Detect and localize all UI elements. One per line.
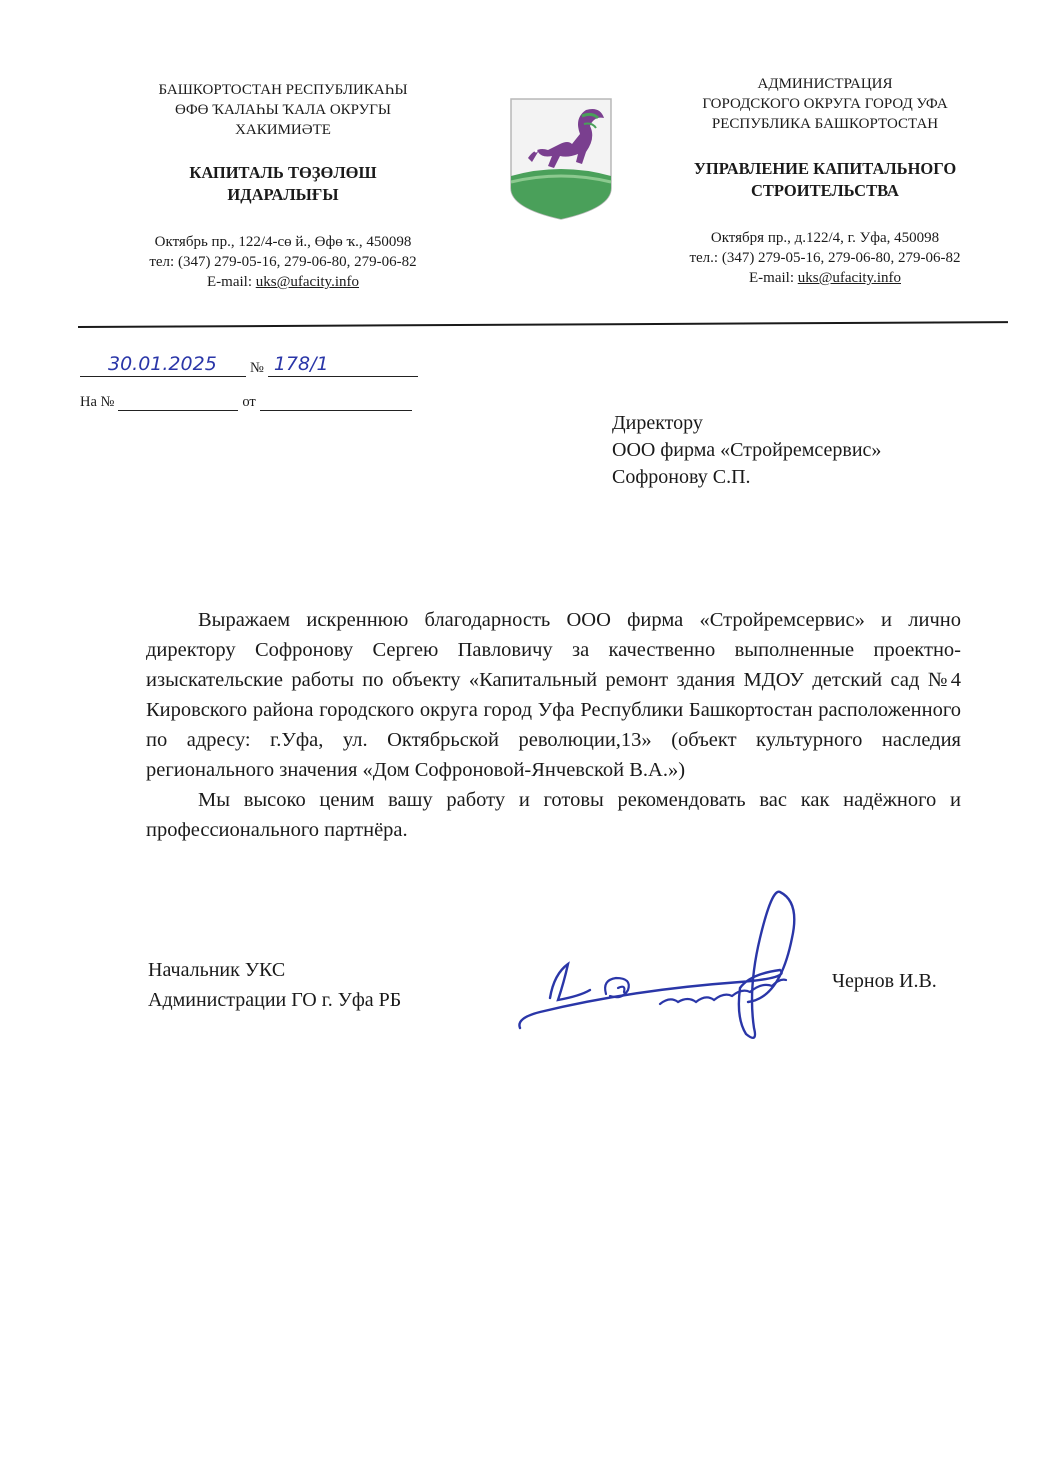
email-link[interactable]: uks@ufacity.info <box>255 274 359 290</box>
ref-label: На № <box>80 394 115 410</box>
header-left-email-line <box>118 272 448 292</box>
header-left-line1: БАШКОРТОСТАН РЕСПУБЛИКАҺЫ <box>158 82 408 98</box>
email-label: E-mail: <box>749 270 798 286</box>
header-right-title1: УПРАВЛЕНИЕ КАПИТАЛЬНОГО <box>693 159 957 178</box>
header-divider <box>78 321 1008 328</box>
header-russian <box>655 74 995 288</box>
header-left-line2: ӨФӨ ҠАЛАҺЫ ҠАЛА ОКРУГЫ <box>174 102 392 118</box>
handwritten-date: 30.01.2025 <box>108 353 217 375</box>
email-link[interactable]: uks@ufacity.info <box>797 270 901 286</box>
letter-body <box>146 605 961 845</box>
ref-number-field <box>118 394 238 411</box>
number-label: № <box>250 360 264 376</box>
header-left-title1: КАПИТАЛЬ ТӨҘӨЛӨШ <box>189 163 377 182</box>
body-paragraph-2: Мы высоко ценим вашу работу и готовы рекомендовать вас как надёжного и профессионального партнёра. <box>146 789 961 841</box>
handwritten-number: 178/1 <box>273 353 329 375</box>
handwritten-signature <box>510 878 810 1048</box>
header-right-email-line <box>655 268 995 288</box>
recipient-line3: Софронову С.П. <box>612 466 751 488</box>
header-right-title2: СТРОИТЕЛЬСТВА <box>751 181 899 200</box>
header-right-address: Октября пр., д.122/4, г. Уфа, 450098 <box>710 230 940 246</box>
recipient-block <box>612 410 881 491</box>
header-left-line3: ХАКИМИӘТЕ <box>235 122 331 138</box>
header-bashkir <box>118 80 448 292</box>
header-right-org-title <box>655 158 995 202</box>
header-left-phone: тел: (347) 279-05-16, 279-06-80, 279-06-82 <box>149 254 417 270</box>
date-field <box>80 352 246 377</box>
header-right-line3: РЕСПУБЛИКА БАШКОРТОСТАН <box>711 116 939 132</box>
header-left-address: Октябрь пр., 122/4-сө й., Өфө ҡ., 450098 <box>154 234 412 250</box>
signatory-position <box>148 955 401 1015</box>
recipient-line1: Директору <box>612 412 703 434</box>
ufa-coat-of-arms-emblem <box>508 96 614 222</box>
header-left-title2: ИДАРАЛЫҒЫ <box>227 185 339 204</box>
registration-line <box>80 352 418 378</box>
recipient-line2: ООО фирма «Стройремсервис» <box>612 439 882 461</box>
reference-line <box>80 394 412 420</box>
number-field <box>268 352 418 377</box>
body-paragraph-1: Выражаем искреннюю благодарность ООО фирма «Стройремсервис» и лично директору Софронову Сергею Павловичу за качественно выполненные проектно-изыскательские работы по объекту «Капитальный ремонт здания МДОУ детский сад №4 Кировского района городского округа город Уфа Республики Башкортостан расположенного по адресу: г.Уфа, ул. Октябрьской революции,13» (объект культурного наследия регионального значения «Дом Софроновой-Янчевской В.А.») <box>146 609 961 781</box>
header-right-phone: тел.: (347) 279-05-16, 279-06-80, 279-06-82 <box>689 250 961 266</box>
ref-date-field <box>260 394 412 411</box>
header-right-line1: АДМИНИСТРАЦИЯ <box>757 76 893 92</box>
header-left-org-title <box>118 162 448 206</box>
signatory-position-line1: Начальник УКС <box>148 959 286 981</box>
signatory-position-line2: Администрации ГО г. Уфа РБ <box>148 989 402 1011</box>
signatory-name: Чернов И.В. <box>832 970 937 992</box>
header-right-line2: ГОРОДСКОГО ОКРУГА ГОРОД УФА <box>702 96 948 112</box>
from-label: от <box>242 394 256 410</box>
email-label: E-mail: <box>207 274 256 290</box>
